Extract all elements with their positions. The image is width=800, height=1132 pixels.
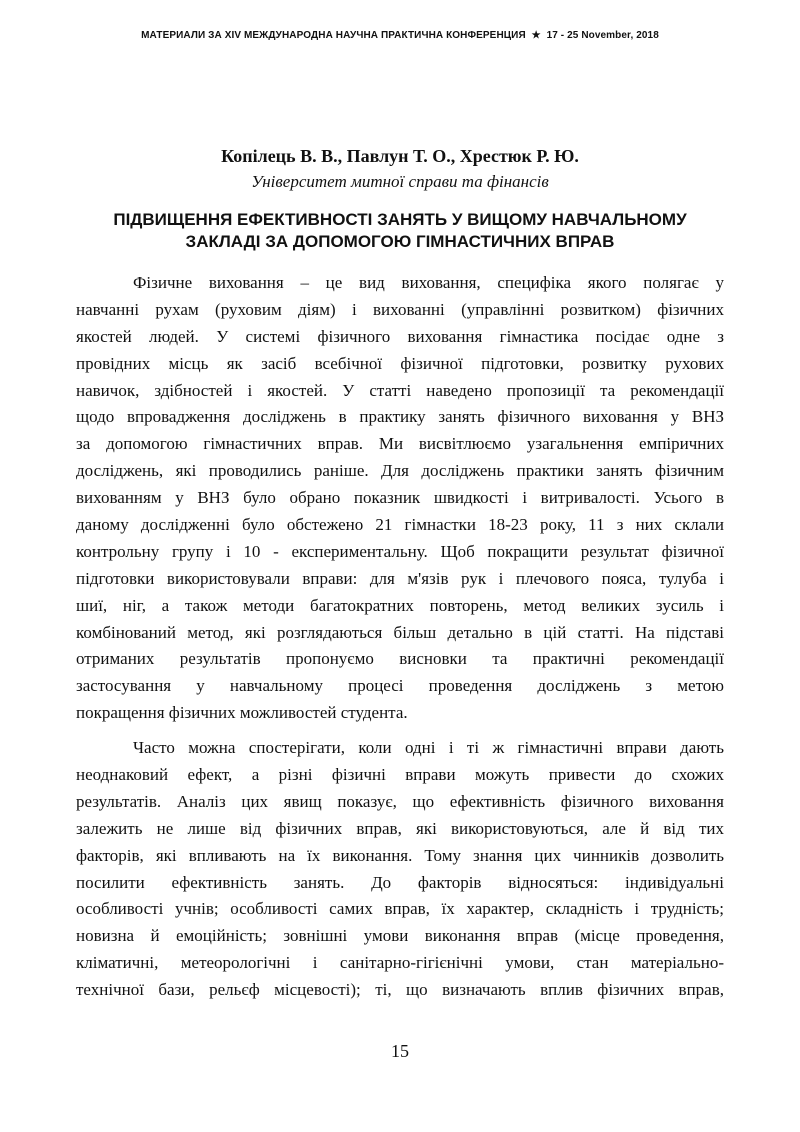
author-names: Копілець В. В., Павлун Т. О., Хрестюк Р. Ю. [221,146,579,166]
text-line: контрольну групу і 10 - експериментальну. Щоб покращити результат фізичної [76,541,724,561]
text-line: факторів, які впливають на їх виконання. Тому знання цих чинників дозволить [76,845,724,865]
header-dates: 17 - 25 November, 2018 [546,30,659,41]
text-line: навичок, здібностей і якостей. У статті наведено пропозиції та рекомендації [76,380,724,400]
text-line: новизна й емоційність; зовнішні умови виконання вправ (місце проведення, [76,926,724,946]
text-line: підготовки використовували вправи: для м'язів рук і плечового пояса, тулуба і [76,568,724,588]
paragraph-abstract [76,270,724,727]
text-line: досліджень, які проводились раніше. Для досліджень практики занять фізичним [76,461,724,481]
header-conference-title: МАТЕРИАЛИ ЗА XIV МЕЖДУНАРОДНА НАУЧНА ПРАКТИЧНА КОНФЕРЕНЦИЯ [141,30,526,41]
text-line: Часто можна спостерігати, коли одні і ті ж гімнастичні вправи дають [133,738,724,758]
text-line: залежить не лише від фізичних вправ, які використовуються, але й від тих [76,818,724,838]
text-line: вихованням у ВНЗ було обрано показник швидкості і витривалості. Усього в [76,488,724,508]
text-line: якостей людей. У системі фізичного виховання гімнастика посідає одне з [76,326,724,346]
text-line: застосування у навчальному процесі проведення досліджень з метою [76,676,724,696]
article-body [76,270,724,1012]
star-icon: ★ [531,30,541,41]
text-line: кліматичні, метеорологічні і санітарно-гігієнічні умови, стан матеріально- [76,953,724,973]
text-line: особливості учнів; особливості самих вправ, їх характер, складність і трудність; [76,899,724,919]
text-line: технічної бази, рельєф місцевості); ті, що визначають вплив фізичних вправ, [76,980,724,1000]
text-line: покращення фізичних можливостей студента. [76,703,408,723]
author-affiliation: Університет митної справи та фінансів [251,172,549,191]
title-line: ЗАКЛАДІ ЗА ДОПОМОГОЮ ГІМНАСТИЧНИХ ВПРАВ [185,232,615,251]
text-line: Фізичне виховання – це вид виховання, специфіка якого полягає у [133,273,724,292]
text-line: щодо впровадження досліджень в практику занять фізичного виховання у ВНЗ [76,407,724,427]
text-line: шиї, ніг, а також методи багатократних повторень, метод великих зусиль і [76,595,724,615]
text-line: навчанні рухам (руховим діям) і вихованні (управлінні розвитком) фізичних [76,299,724,319]
text-line: комбінований метод, які розглядаються більш детально в цій статті. На підставі [76,622,724,642]
text-line: провідних місць як засіб всебічної фізичної підготовки, розвитку рухових [76,353,724,373]
text-line: даному дослідженні було обстежено 21 гімнастки 18-23 року, 11 з них склали [76,515,724,535]
text-line: неоднаковий ефект, а різні фізичні вправи можуть привести до схожих [76,765,724,785]
text-line: за допомогою гімнастичних вправ. Ми висвітлюємо узагальнення емпіричних [76,434,724,454]
text-line: отриманих результатів пропонуємо висновки та практичні рекомендації [76,649,724,669]
article-title [40,209,760,253]
paragraph-body [76,735,724,1004]
text-line: посилити ефективність занять. До факторів відносяться: індивідуальні [76,872,724,892]
running-header [0,30,800,41]
title-line: ПІДВИЩЕННЯ ЕФЕКТИВНОСТІ ЗАНЯТЬ У ВИЩОМУ НАВЧАЛЬНОМУ [113,210,687,229]
page-number: 15 [391,1041,409,1061]
text-line: результатів. Аналіз цих явищ показує, що ефективність фізичного виховання [76,791,724,811]
